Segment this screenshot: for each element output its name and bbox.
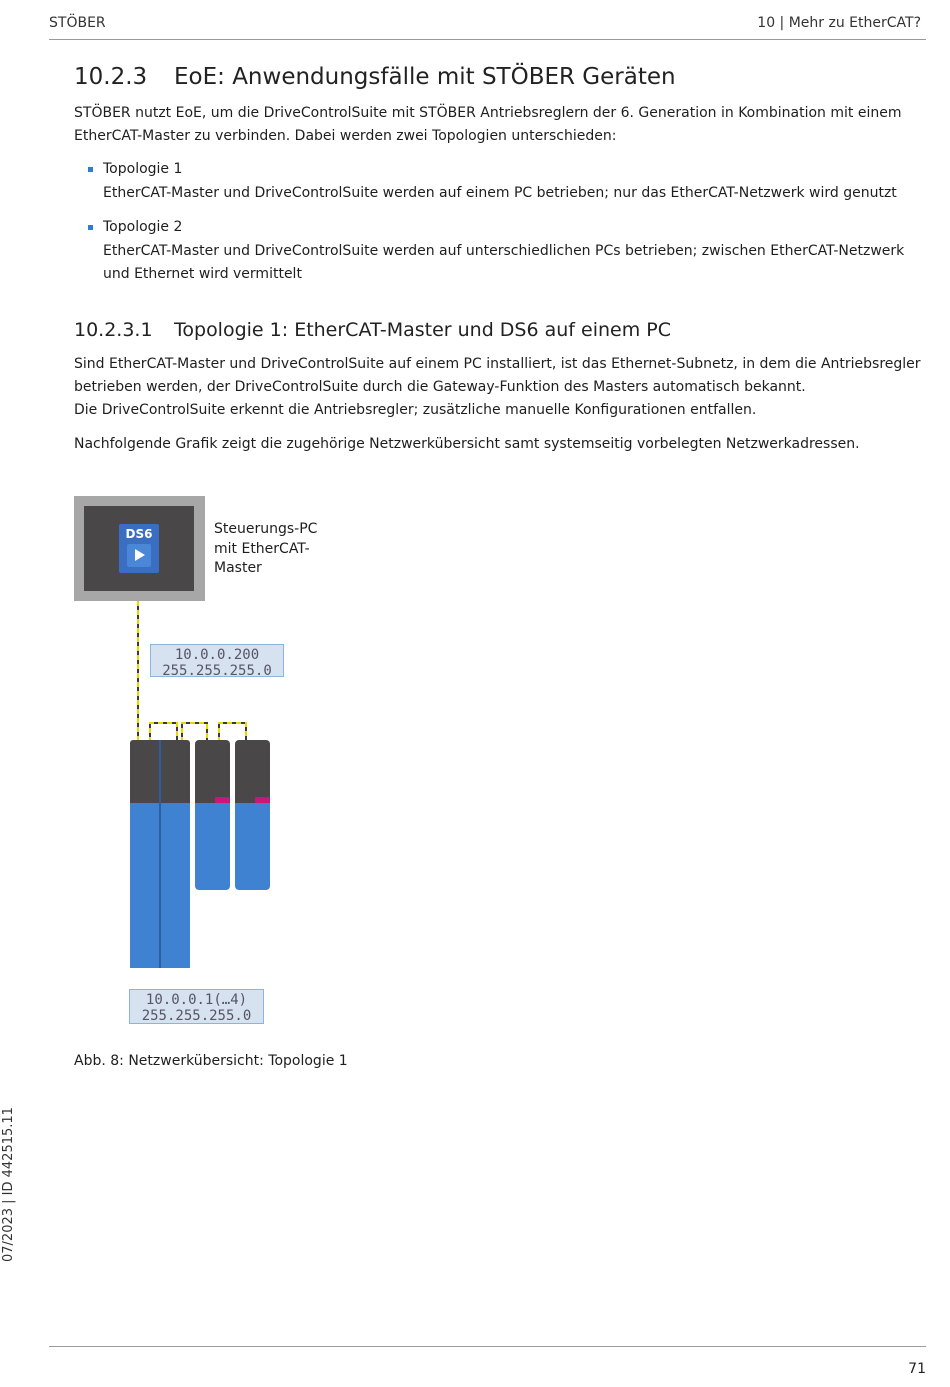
play-icon [135, 549, 145, 561]
document-id: 07/2023 | ID 442515.11 [1, 1107, 16, 1262]
figure-caption: Abb. 8: Netzwerkübersicht: Topologie 1 [74, 1053, 348, 1069]
drive-3-status-led [255, 797, 270, 803]
header-brand: STÖBER [49, 15, 106, 31]
paragraph-line: Die DriveControlSuite erkennt die Antriebsregler; zusätzliche manuelle Konfigurationen entfallen. [74, 402, 757, 418]
drives-ip: 10.0.0.1(…4) [145, 992, 248, 1008]
pc-label-line: Steuerungs-PC [214, 521, 318, 537]
drive-3-body [235, 803, 270, 890]
pc-label-line: mit EtherCAT- [214, 540, 310, 557]
list-item-title: Topologie 1 [103, 161, 183, 177]
drives-subnet-mask: 255.255.255.0 [141, 1008, 252, 1024]
ds6-app-label: DS6 [125, 527, 153, 541]
pc-label-line: Master [214, 560, 262, 576]
page-number: 71 [908, 1361, 926, 1377]
list-item-text: und Ethernet wird vermittelt [103, 266, 302, 282]
list-item-text: EtherCAT-Master und DriveControlSuite werden auf unterschiedlichen PCs betrieben; zwischen EtherCAT-Netzwerk [103, 242, 905, 259]
section-intro-line: STÖBER nutzt EoE, um die DriveControlSuite mit STÖBER Antriebsreglern der 6. Generation in Kombination mit einem [74, 105, 902, 121]
master-ip: 10.0.0.200 [174, 647, 260, 663]
header-chapter: 10 | Mehr zu EtherCAT? [757, 15, 921, 31]
section-number: 10.2.3 [74, 64, 148, 90]
master-subnet-mask: 255.255.255.0 [162, 663, 272, 679]
list-item-title: Topologie 2 [103, 219, 183, 235]
master-ip-box [150, 644, 284, 677]
drive-3-head [235, 740, 270, 803]
drive-1-divider [159, 740, 161, 968]
drive-2-status-led [215, 797, 230, 803]
paragraph-line: Sind EtherCAT-Master und DriveControlSuite auf einem PC installiert, ist das Ethernet-Subnetz, in dem die Antriebsregler [74, 356, 921, 372]
paragraph-line: betrieben werden, der DriveControlSuite durch die Gateway-Funktion des Masters automatisch bekannt. [74, 379, 806, 395]
subsection-title: Topologie 1: EtherCAT-Master und DS6 auf einem PC [174, 319, 672, 341]
footer-rule [49, 1346, 926, 1347]
drive-2-body [195, 803, 230, 890]
section-title: EoE: Anwendungsfälle mit STÖBER Geräten [174, 64, 676, 90]
drive-2-head [195, 740, 230, 803]
pc-label [214, 520, 317, 579]
drives-ip-box [129, 989, 264, 1024]
paragraph-line: Nachfolgende Grafik zeigt die zugehörige Netzwerkübersicht samt systemseitig vorbelegten Netzwerkadressen. [74, 436, 860, 452]
section-intro-line: EtherCAT-Master zu verbinden. Dabei werden zwei Topologien unterschieden: [74, 128, 617, 144]
subsection-number: 10.2.3.1 [74, 319, 153, 341]
list-item-text: EtherCAT-Master und DriveControlSuite werden auf einem PC betrieben; nur das EtherCAT-Netzwerk wird genutzt [103, 184, 897, 201]
